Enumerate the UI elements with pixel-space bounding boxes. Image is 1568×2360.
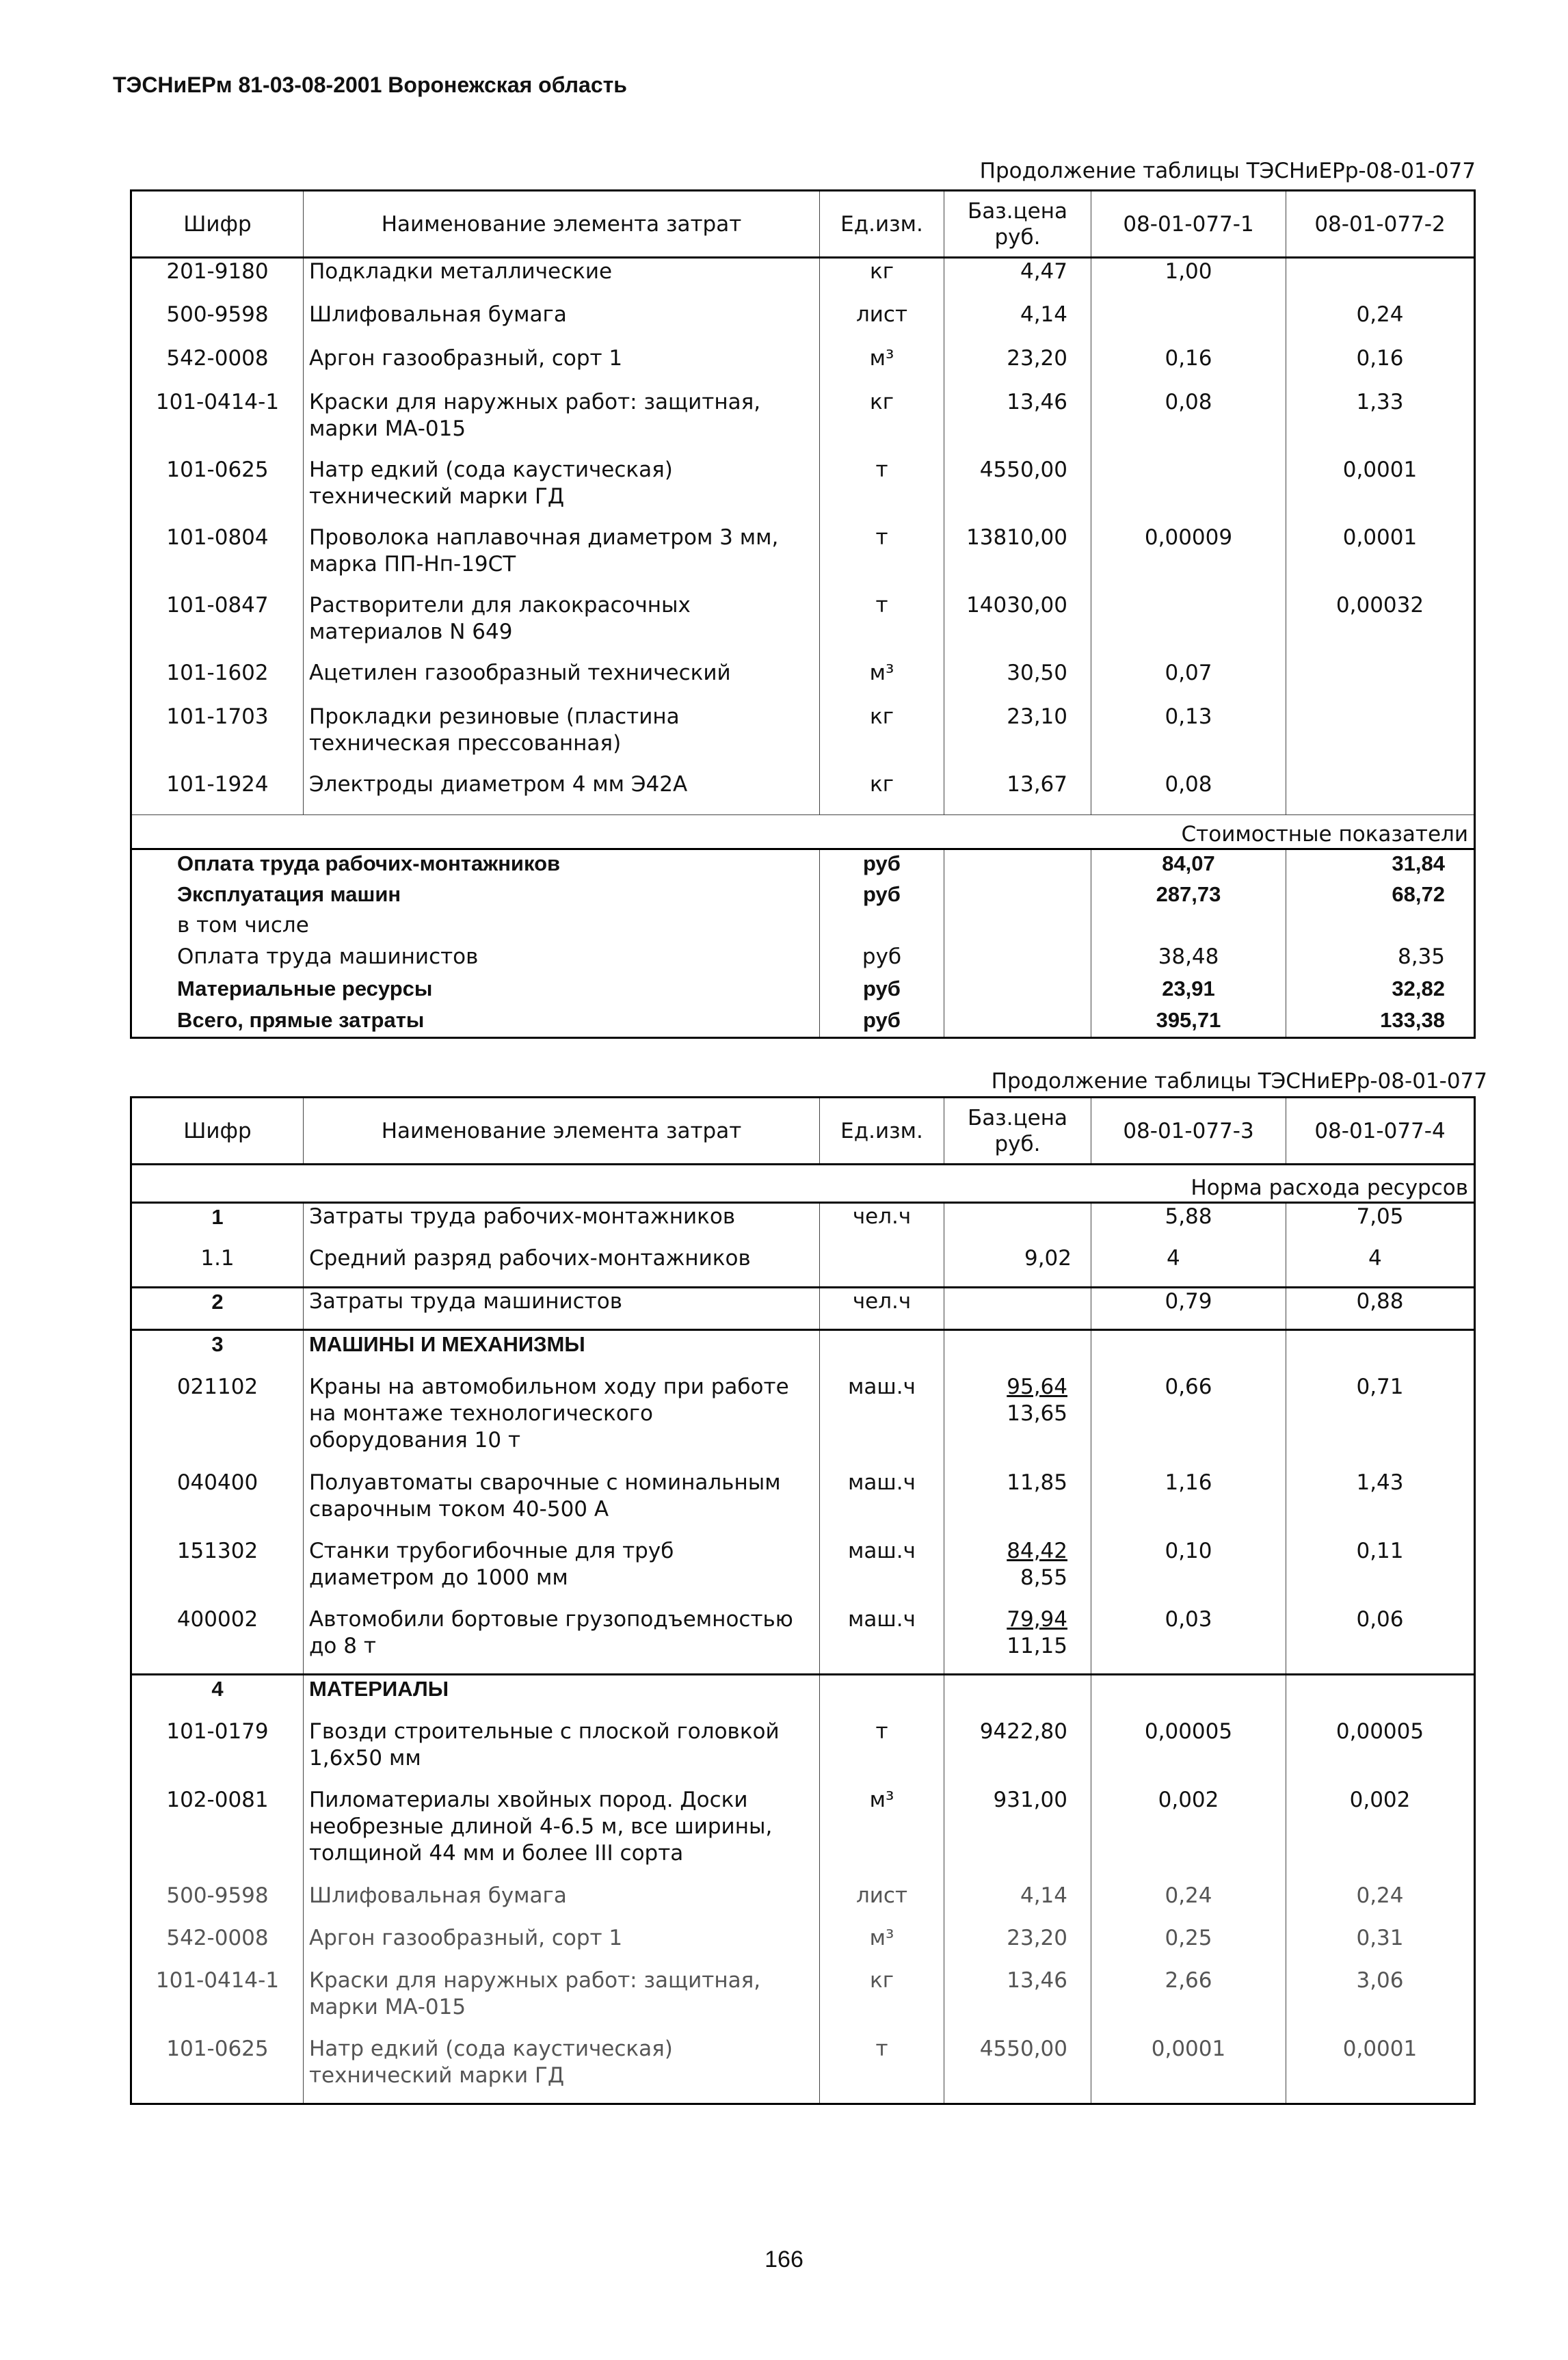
item-base-price (944, 1330, 1091, 1374)
value-077-1: 0,07 (1091, 660, 1286, 704)
item-base-price: 23,10 (944, 704, 1091, 771)
item-name (304, 258, 820, 302)
table1-continuation-label: Продолжение таблицы ТЭСНиЕРр-08-01-077 (979, 159, 1476, 183)
item-code: 021102 (176, 1374, 258, 1399)
item-name-line: Пиломатериалы хвойных пород. Доски (309, 1787, 748, 1812)
value-077-4: 0,11 (1286, 1538, 1475, 1606)
value-077-3: 0,0001 (1091, 2036, 1286, 2104)
value-077-2: 1,33 (1286, 389, 1475, 457)
table2-body (131, 1165, 1475, 2104)
value-077-4: 7,05 (1286, 1203, 1475, 1245)
table-row (131, 389, 1475, 457)
table-row (131, 592, 1475, 660)
summary-row (131, 881, 1475, 912)
item-name (304, 2036, 820, 2104)
item-base-price (944, 1203, 1091, 1245)
table-row (131, 660, 1475, 704)
table-row (131, 1606, 1475, 1675)
item-name-line: Автомобили бортовые грузоподъемностью (309, 1606, 793, 1632)
value-077-3 (1091, 1675, 1286, 1719)
item-base-price (944, 1470, 1091, 1538)
summary-value-077-1: 38,48 (1091, 944, 1286, 975)
item-base-price (944, 1675, 1091, 1719)
item-base-price: 13,46 (944, 389, 1091, 457)
section-row (131, 1165, 1475, 1203)
item-name-line: толщиной 44 мм и более III сорта (309, 1840, 684, 1866)
item-unit: маш.ч (820, 1606, 944, 1675)
item-code: 542-0008 (166, 1925, 269, 1950)
value-077-2: 0,24 (1286, 302, 1475, 345)
item-base-price (944, 1245, 1091, 1288)
summary-value-077-1: 395,71 (1091, 1007, 1286, 1038)
header-name: Наименование элемента затрат (304, 191, 820, 258)
value-077-4: 0,06 (1286, 1606, 1475, 1675)
item-name (304, 1470, 820, 1538)
item-code: 040400 (176, 1470, 258, 1495)
summary-unit: руб (820, 975, 944, 1007)
item-unit: т (820, 1719, 944, 1787)
item-base-price (944, 1374, 1091, 1470)
summary-empty-price (944, 1007, 1091, 1038)
item-base-price (944, 2036, 1091, 2104)
item-code: 101-1602 (166, 660, 269, 685)
summary-name: Эксплуатация машин (177, 881, 401, 906)
item-unit: маш.ч (820, 1538, 944, 1606)
summary-empty-price (944, 912, 1091, 944)
item-code: 102-0081 (166, 1787, 269, 1812)
item-code: 400002 (176, 1606, 258, 1632)
item-name-line: техническая прессованная) (309, 730, 622, 756)
item-name (304, 302, 820, 345)
item-unit: т (820, 592, 944, 660)
operator-wage-value: 13,65 (1007, 1401, 1067, 1426)
item-unit: м³ (820, 345, 944, 389)
item-code: 3 (131, 1330, 304, 1374)
value-077-4: 0,88 (1286, 1288, 1475, 1330)
table-row (131, 525, 1475, 592)
summary-name: Материальные ресурсы (177, 976, 433, 1000)
item-code: 101-0414-1 (155, 389, 280, 414)
value-077-3: 0,79 (1091, 1288, 1286, 1330)
table-row (131, 1470, 1475, 1538)
value-077-1 (1091, 302, 1286, 345)
value-077-3: 0,66 (1091, 1374, 1286, 1470)
item-base-price: 4,47 (944, 258, 1091, 302)
item-name-line: Аргон газообразный, сорт 1 (309, 345, 623, 371)
item-unit: кг (820, 704, 944, 771)
value-077-3: 4 (1091, 1245, 1286, 1288)
base-price-value: 4550,00 (979, 2036, 1067, 2061)
item-name (304, 592, 820, 660)
table-row (131, 1245, 1475, 1288)
item-name-line: технический марки ГД (309, 2063, 565, 2088)
base-price-value: 4,14 (1020, 1883, 1067, 1908)
value-077-2 (1286, 704, 1475, 771)
item-name-line: Станки трубогибочные для труб (309, 1538, 674, 1563)
item-unit: кг (820, 771, 944, 815)
item-name (304, 771, 820, 815)
table-row (131, 1719, 1475, 1787)
table-row (131, 1883, 1475, 1925)
summary-value-077-2: 133,38 (1286, 1007, 1475, 1038)
summary-empty-price (944, 849, 1091, 881)
summary-unit: руб (820, 1007, 944, 1038)
table1-body (131, 258, 1475, 815)
item-unit: чел.ч (820, 1288, 944, 1330)
item-name (304, 389, 820, 457)
item-name-line: 1,6х50 мм (309, 1745, 421, 1771)
item-name-line: Аргон газообразный, сорт 1 (309, 1925, 623, 1950)
item-name-line: до 8 т (309, 1633, 376, 1658)
item-name (304, 1883, 820, 1925)
item-name-line: Полуавтоматы сварочные с номинальным (309, 1470, 781, 1495)
item-name (304, 1719, 820, 1787)
item-name-line: Ацетилен газообразный технический (309, 660, 731, 685)
group-heading-row (131, 1330, 1475, 1374)
base-price-value: 84,42 (1007, 1538, 1067, 1563)
item-code: 500-9598 (166, 1883, 269, 1908)
item-base-price: 13810,00 (944, 525, 1091, 592)
item-code: 101-1924 (166, 771, 269, 797)
value-077-4: 0,0001 (1286, 2036, 1475, 2104)
item-base-price (944, 1538, 1091, 1606)
header-col-077-4: 08-01-077-4 (1286, 1098, 1475, 1165)
table2-header-row (131, 1098, 1475, 1165)
summary-row (131, 944, 1475, 975)
item-name (304, 525, 820, 592)
summary-value-077-2: 8,35 (1286, 944, 1475, 975)
item-name-line: Подкладки металлические (309, 259, 613, 284)
table-row (131, 457, 1475, 525)
base-price-value: 13,46 (1007, 1967, 1067, 1993)
value-077-2 (1286, 771, 1475, 815)
item-name-line: диаметром до 1000 мм (309, 1565, 568, 1590)
value-077-2 (1286, 258, 1475, 302)
value-077-1: 0,13 (1091, 704, 1286, 771)
summary-name: Оплата труда рабочих-монтажников (131, 849, 820, 881)
value-077-3 (1091, 1330, 1286, 1374)
item-base-price (944, 1925, 1091, 1967)
item-name (304, 1967, 820, 2036)
value-077-4 (1286, 1330, 1475, 1374)
value-077-4: 3,06 (1286, 1967, 1475, 2036)
summary-empty-price (944, 881, 1091, 912)
summary-name: Всего, прямые затраты (177, 1007, 425, 1032)
item-code: 2 (131, 1288, 304, 1330)
item-name-line: Затраты труда рабочих-монтажников (309, 1204, 736, 1229)
header-base-price: Баз.цена руб. (944, 1098, 1091, 1165)
item-base-price: 4,14 (944, 302, 1091, 345)
value-077-4 (1286, 1675, 1475, 1719)
table-row (131, 1538, 1475, 1606)
item-unit: м³ (820, 1925, 944, 1967)
table-row (131, 1374, 1475, 1470)
summary-row (131, 849, 1475, 881)
summary-name: Оплата труда машинистов (177, 944, 479, 969)
table2-continuation-label: Продолжение таблицы ТЭСНиЕРр-08-01-077 (991, 1069, 1487, 1093)
base-price-value: 9,02 (1024, 1245, 1072, 1271)
item-base-price (944, 1967, 1091, 2036)
resources-table-2 (130, 1096, 1476, 2105)
item-base-price (944, 1606, 1091, 1675)
item-name-line: сварочным током 40-500 А (309, 1496, 609, 1522)
item-unit: маш.ч (820, 1470, 944, 1538)
item-name-line: Шлифовальная бумага (309, 1883, 567, 1908)
item-name-line: марки МА-015 (309, 1994, 466, 2019)
value-077-3: 1,16 (1091, 1470, 1286, 1538)
item-name-line: на монтаже технологического (309, 1401, 653, 1426)
value-077-1 (1091, 457, 1286, 525)
item-name-line: Натр едкий (сода каустическая) (309, 457, 673, 482)
item-base-price (944, 1787, 1091, 1883)
value-077-4: 4 (1286, 1245, 1475, 1288)
value-077-4: 0,71 (1286, 1374, 1475, 1470)
item-name-line: необрезные длиной 4-6.5 м, все ширины, (309, 1814, 773, 1839)
value-077-1: 0,16 (1091, 345, 1286, 389)
table-row (131, 771, 1475, 815)
item-name (304, 1245, 820, 1288)
value-077-4: 0,24 (1286, 1883, 1475, 1925)
item-base-price: 30,50 (944, 660, 1091, 704)
value-077-4: 1,43 (1286, 1470, 1475, 1538)
group-heading-row (131, 1675, 1475, 1719)
item-name (304, 1538, 820, 1606)
item-code: 1 (131, 1203, 304, 1245)
table-row (131, 302, 1475, 345)
value-077-4: 0,002 (1286, 1787, 1475, 1883)
item-code: 500-9598 (166, 302, 269, 327)
summary-unit: руб (820, 944, 944, 975)
item-base-price (944, 1719, 1091, 1787)
item-code: 542-0008 (166, 345, 269, 371)
table-row (131, 1288, 1475, 1330)
item-name-line: Краны на автомобильном ходу при работе (309, 1374, 789, 1399)
item-unit (820, 1675, 944, 1719)
item-unit: чел.ч (820, 1203, 944, 1245)
base-price-value: 9422,80 (979, 1719, 1067, 1744)
item-unit: маш.ч (820, 1374, 944, 1470)
value-077-2: 0,00032 (1286, 592, 1475, 660)
item-unit: кг (820, 1967, 944, 2036)
item-name-line: Прокладки резиновые (пластина (309, 704, 680, 729)
header-unit: Ед.изм. (820, 191, 944, 258)
item-code: 101-1703 (166, 704, 269, 729)
summary-value-077-1: 287,73 (1091, 881, 1286, 912)
item-unit: лист (820, 1883, 944, 1925)
item-name (304, 457, 820, 525)
item-code: 101-0179 (166, 1719, 269, 1744)
summary-unit: руб (820, 881, 944, 912)
table-row (131, 1203, 1475, 1245)
value-077-3: 0,24 (1091, 1883, 1286, 1925)
summary-value-077-1: 23,91 (1091, 975, 1286, 1007)
item-base-price (944, 1288, 1091, 1330)
table-row (131, 2036, 1475, 2104)
item-name-line: МАШИНЫ И МЕХАНИЗМЫ (309, 1332, 585, 1356)
item-code: 1.1 (200, 1245, 235, 1271)
item-name-line: Затраты труда машинистов (309, 1289, 623, 1314)
value-077-2: 0,0001 (1286, 525, 1475, 592)
value-077-2: 0,0001 (1286, 457, 1475, 525)
item-name-line: материалов N 649 (309, 619, 513, 644)
table-row (131, 1967, 1475, 2036)
table-row (131, 1787, 1475, 1883)
item-name (304, 1606, 820, 1675)
item-base-price: 23,20 (944, 345, 1091, 389)
item-code: 201-9180 (131, 258, 304, 302)
value-077-3: 0,03 (1091, 1606, 1286, 1675)
value-077-2: 0,16 (1286, 345, 1475, 389)
value-077-2 (1286, 660, 1475, 704)
header-unit: Ед.изм. (820, 1098, 944, 1165)
item-unit: м³ (820, 660, 944, 704)
item-code: 101-0804 (166, 525, 269, 550)
item-code: 101-0414-1 (155, 1967, 280, 1993)
table-row (131, 258, 1475, 302)
header-col-077-3: 08-01-077-3 (1091, 1098, 1286, 1165)
item-name (304, 1374, 820, 1470)
item-unit: м³ (820, 1787, 944, 1883)
value-077-3: 5,88 (1091, 1203, 1286, 1245)
header-code: Шифр (183, 211, 252, 237)
item-name-line: Электроды диаметром 4 мм Э42А (309, 771, 688, 797)
header-base-price: Баз.цена руб. (944, 191, 1091, 258)
item-name-line: МАТЕРИАЛЫ (309, 1677, 449, 1701)
value-077-1: 1,00 (1091, 258, 1286, 302)
item-name (304, 1288, 820, 1330)
header-code: Шифр (183, 1118, 252, 1143)
item-name-line: Краски для наружных работ: защитная, (309, 389, 761, 414)
summary-value-077-1 (1091, 912, 1286, 944)
value-077-3: 0,00005 (1091, 1719, 1286, 1787)
summary-empty-price (944, 975, 1091, 1007)
base-price-value: 95,64 (1007, 1374, 1067, 1399)
base-price-value: 931,00 (993, 1787, 1067, 1812)
item-unit: кг (820, 389, 944, 457)
item-name-line: марка ПП-Нп-19СТ (309, 551, 516, 576)
value-077-1: 0,00009 (1091, 525, 1286, 592)
item-name-line: Шлифовальная бумага (309, 302, 567, 327)
item-name (304, 345, 820, 389)
value-077-3: 0,002 (1091, 1787, 1286, 1883)
summary-unit: руб (820, 849, 944, 881)
item-name-line: технический марки ГД (309, 483, 565, 509)
item-unit: т (820, 2036, 944, 2104)
value-077-3: 0,10 (1091, 1538, 1286, 1606)
item-name (304, 1203, 820, 1245)
section-label-cost: Стоимостные показатели (131, 815, 1475, 849)
item-name (304, 1787, 820, 1883)
item-unit (820, 1330, 944, 1374)
summary-name: в том числе (177, 912, 309, 938)
item-base-price (944, 1883, 1091, 1925)
table-row (131, 1925, 1475, 1967)
header-name: Наименование элемента затрат (304, 1098, 820, 1165)
summary-value-077-2: 31,84 (1286, 849, 1475, 881)
item-base-price: 14030,00 (944, 592, 1091, 660)
item-unit (820, 1245, 944, 1288)
header-col-077-1: 08-01-077-1 (1091, 191, 1286, 258)
item-name-line: Гвозди строительные с плоской головкой (309, 1719, 780, 1744)
summary-value-077-2 (1286, 912, 1475, 944)
base-price-value: 23,20 (1007, 1925, 1067, 1950)
item-code: 101-0847 (166, 592, 269, 618)
item-code: 101-0625 (166, 2036, 269, 2061)
table1-header-row (131, 191, 1475, 258)
table-row (131, 345, 1475, 389)
base-price-value: 11,85 (1007, 1470, 1067, 1495)
item-name-line: Средний разряд рабочих-монтажников (309, 1245, 751, 1271)
summary-row (131, 1007, 1475, 1038)
base-price-value: 79,94 (1007, 1606, 1067, 1632)
summary-value-077-2: 68,72 (1286, 881, 1475, 912)
page-number: 166 (765, 2246, 803, 2272)
value-077-1 (1091, 592, 1286, 660)
operator-wage-value: 8,55 (1020, 1565, 1067, 1590)
value-077-3: 2,66 (1091, 1967, 1286, 2036)
item-name (304, 704, 820, 771)
summary-row (131, 912, 1475, 944)
operator-wage-value: 11,15 (1007, 1633, 1067, 1658)
summary-value-077-1: 84,07 (1091, 849, 1286, 881)
item-name (304, 1925, 820, 1967)
item-name (304, 1675, 820, 1719)
table-row (131, 704, 1475, 771)
value-077-3: 0,25 (1091, 1925, 1286, 1967)
section-label-norm: Норма расхода ресурсов (131, 1165, 1475, 1203)
item-name-line: марки МА-015 (309, 416, 466, 441)
item-name-line: оборудования 10 т (309, 1427, 521, 1453)
summary-row (131, 975, 1475, 1007)
value-077-1: 0,08 (1091, 389, 1286, 457)
item-name (304, 1330, 820, 1374)
value-077-4: 0,31 (1286, 1925, 1475, 1967)
item-name-line: Проволока наплавочная диаметром 3 мм, (309, 525, 779, 550)
value-077-1: 0,08 (1091, 771, 1286, 815)
table1-summary (131, 815, 1475, 1038)
resources-table-1 (130, 189, 1476, 1039)
item-name-line: Растворители для лакокрасочных (309, 592, 691, 618)
section-row (131, 815, 1475, 849)
item-code: 101-0625 (166, 457, 269, 482)
item-unit: т (820, 525, 944, 592)
item-name-line: Краски для наружных работ: защитная, (309, 1967, 761, 1993)
item-code: 151302 (176, 1538, 258, 1563)
item-base-price: 13,67 (944, 771, 1091, 815)
document-title: ТЭСНиЕРм 81-03-08-2001 Воронежская область (113, 72, 627, 97)
item-name (304, 660, 820, 704)
item-unit: т (820, 457, 944, 525)
summary-empty-price (944, 944, 1091, 975)
item-code: 4 (131, 1675, 304, 1719)
value-077-4: 0,00005 (1286, 1719, 1475, 1787)
item-unit: лист (820, 302, 944, 345)
item-base-price: 4550,00 (944, 457, 1091, 525)
summary-unit (820, 912, 944, 944)
header-col-077-2: 08-01-077-2 (1286, 191, 1475, 258)
item-unit: кг (820, 258, 944, 302)
item-name-line: Натр едкий (сода каустическая) (309, 2036, 673, 2061)
summary-value-077-2: 32,82 (1286, 975, 1475, 1007)
